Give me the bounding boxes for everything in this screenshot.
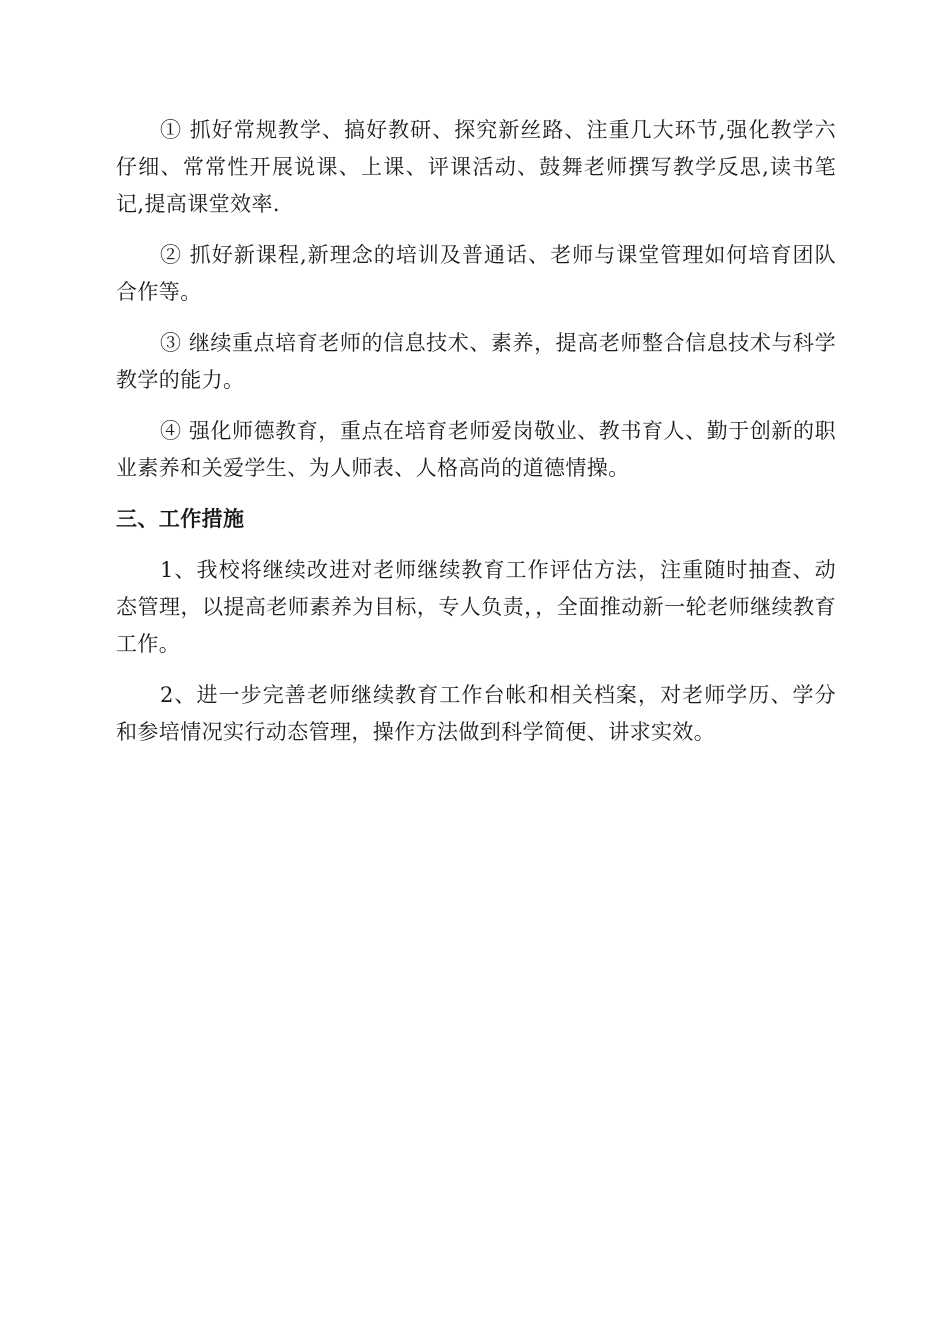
- paragraph-item-2: ② 抓好新课程,新理念的培训及普通话、老师与课堂管理如何培育团队合作等。: [116, 243, 836, 304]
- paragraph-measure-1: 1、我校将继续改进对老师继续教育工作评估方法，注重随时抽查、动态管理，以提高老师素养为目标，专人负责，，全面推动新一轮老师继续教育工作。: [116, 558, 836, 656]
- paragraph-measure-2: 2、进一步完善老师继续教育工作台帐和相关档案，对老师学历、学分和参培情况实行动态管理，操作方法做到科学简便、讲求实效。: [116, 683, 836, 744]
- section-heading-work-measures: 三、工作措施: [116, 507, 245, 531]
- paragraph-item-4: ④ 强化师德教育，重点在培育老师爱岗敬业、教书育人、勤于创新的职业素养和关爱学生、为人师表、人格高尚的道德情操。: [116, 419, 836, 480]
- paragraph-item-1: ① 抓好常规教学、搞好教研、探究新丝路、注重几大环节,强化教学六仔细、常常性开展说课、上课、评课活动、鼓舞老师撰写教学反思,读书笔记,提高课堂效率.: [116, 118, 836, 216]
- paragraph-item-3: ③ 继续重点培育老师的信息技术、素养，提高老师整合信息技术与科学教学的能力。: [116, 331, 836, 392]
- document-body: [116, 112, 836, 765]
